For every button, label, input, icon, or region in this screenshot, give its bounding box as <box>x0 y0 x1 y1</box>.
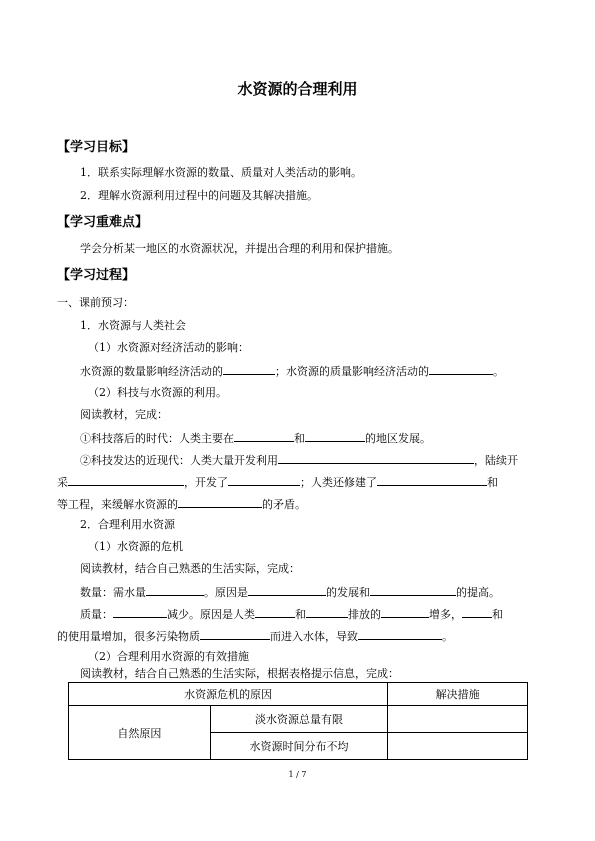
item-2-2: （2）合理利用水资源的有效措施 <box>88 650 249 663</box>
item-2-1: （1）水资源的危机 <box>88 540 183 553</box>
blank[interactable] <box>248 584 326 596</box>
blank[interactable] <box>305 430 365 442</box>
subsection-2: 2．合理利用水资源 <box>80 518 175 531</box>
item-1-1: （1）水资源对经济活动的影响： <box>88 341 249 354</box>
blank[interactable] <box>228 474 300 486</box>
read-instruction-3: 阅读教材，结合自己熟悉的生活实际，根据表格提示信息，完成： <box>80 667 399 680</box>
blank[interactable] <box>358 628 442 640</box>
fill-line-old-era: ①科技落后的时代：人类主要在 和 的地区发展。 <box>80 432 431 445</box>
preview-heading: 一、课前预习： <box>57 296 134 309</box>
blank[interactable] <box>234 430 294 442</box>
table-answer-cell[interactable] <box>388 706 528 733</box>
blank[interactable] <box>146 584 204 596</box>
table-header-cause: 水资源危机的原因 <box>69 683 388 706</box>
heading-key-points: 【学习重难点】 <box>57 215 149 230</box>
key-points-text: 学会分析某一地区的水资源状况，并提出合理的利用和保护措施。 <box>80 242 399 255</box>
page-title: 水资源的合理利用 <box>237 80 358 98</box>
goal-1: 1．联系实际理解水资源的数量、质量对人类活动的影响。 <box>80 166 362 179</box>
goal-2: 2．理解水资源利用过程中的问题及其解决措施。 <box>80 189 318 202</box>
table-cell: 水资源时间分布不均 <box>210 733 387 760</box>
fill-line-quality: 质量： 减少。原因是人类 和 排放的 增多， 和 <box>80 608 503 621</box>
blank[interactable] <box>306 606 348 618</box>
blank[interactable] <box>178 496 262 508</box>
fill-line-quantity-quality: 水资源的数量影响经济活动的 ；水资源的质量影响经济活动的 。 <box>80 365 504 378</box>
blank[interactable] <box>381 606 429 618</box>
table-answer-cell[interactable] <box>388 733 528 760</box>
item-1-2: （2）科技与水资源的利用。 <box>88 386 227 399</box>
blank[interactable] <box>200 628 270 640</box>
fill-line-quality-2: 的使用量增加，很多污染物质 而进入水体，导致 。 <box>57 630 453 643</box>
fill-line-quantity: 数量：需水量 。原因是 的发展和 的提高。 <box>80 586 500 599</box>
fill-line-modern-era: ②科技发达的近现代：人类大量开发利用 ，陆续开 <box>80 454 518 467</box>
table-row <box>69 706 528 733</box>
heading-process: 【学习过程】 <box>57 268 136 283</box>
read-instruction-2: 阅读教材，结合自己熟悉的生活实际，完成： <box>80 562 300 575</box>
table-header-solution: 解决措施 <box>388 683 528 706</box>
table-cell: 淡水资源总量有限 <box>210 706 387 733</box>
blank[interactable] <box>278 452 474 464</box>
blank[interactable] <box>462 606 492 618</box>
fill-line-modern-era-3: 等工程，来缓解水资源的 的矛盾。 <box>57 498 306 511</box>
blank[interactable] <box>113 606 167 618</box>
table-cell-natural-cause: 自然原因 <box>69 706 211 760</box>
blank[interactable] <box>223 363 275 375</box>
blank[interactable] <box>429 363 493 375</box>
causes-table <box>68 682 528 760</box>
fill-line-modern-era-2: 采 ，开发了 ；人类还修建了 和 <box>57 476 498 489</box>
blank[interactable] <box>377 474 487 486</box>
read-instruction: 阅读教材，完成： <box>80 408 168 421</box>
table-row <box>69 683 528 706</box>
blank[interactable] <box>370 584 456 596</box>
page-number: 1 / 7 <box>288 770 307 779</box>
blank[interactable] <box>255 606 295 618</box>
subsection-1: 1．水资源与人类社会 <box>80 319 186 332</box>
blank[interactable] <box>68 474 184 486</box>
heading-goals: 【学习目标】 <box>57 140 136 155</box>
